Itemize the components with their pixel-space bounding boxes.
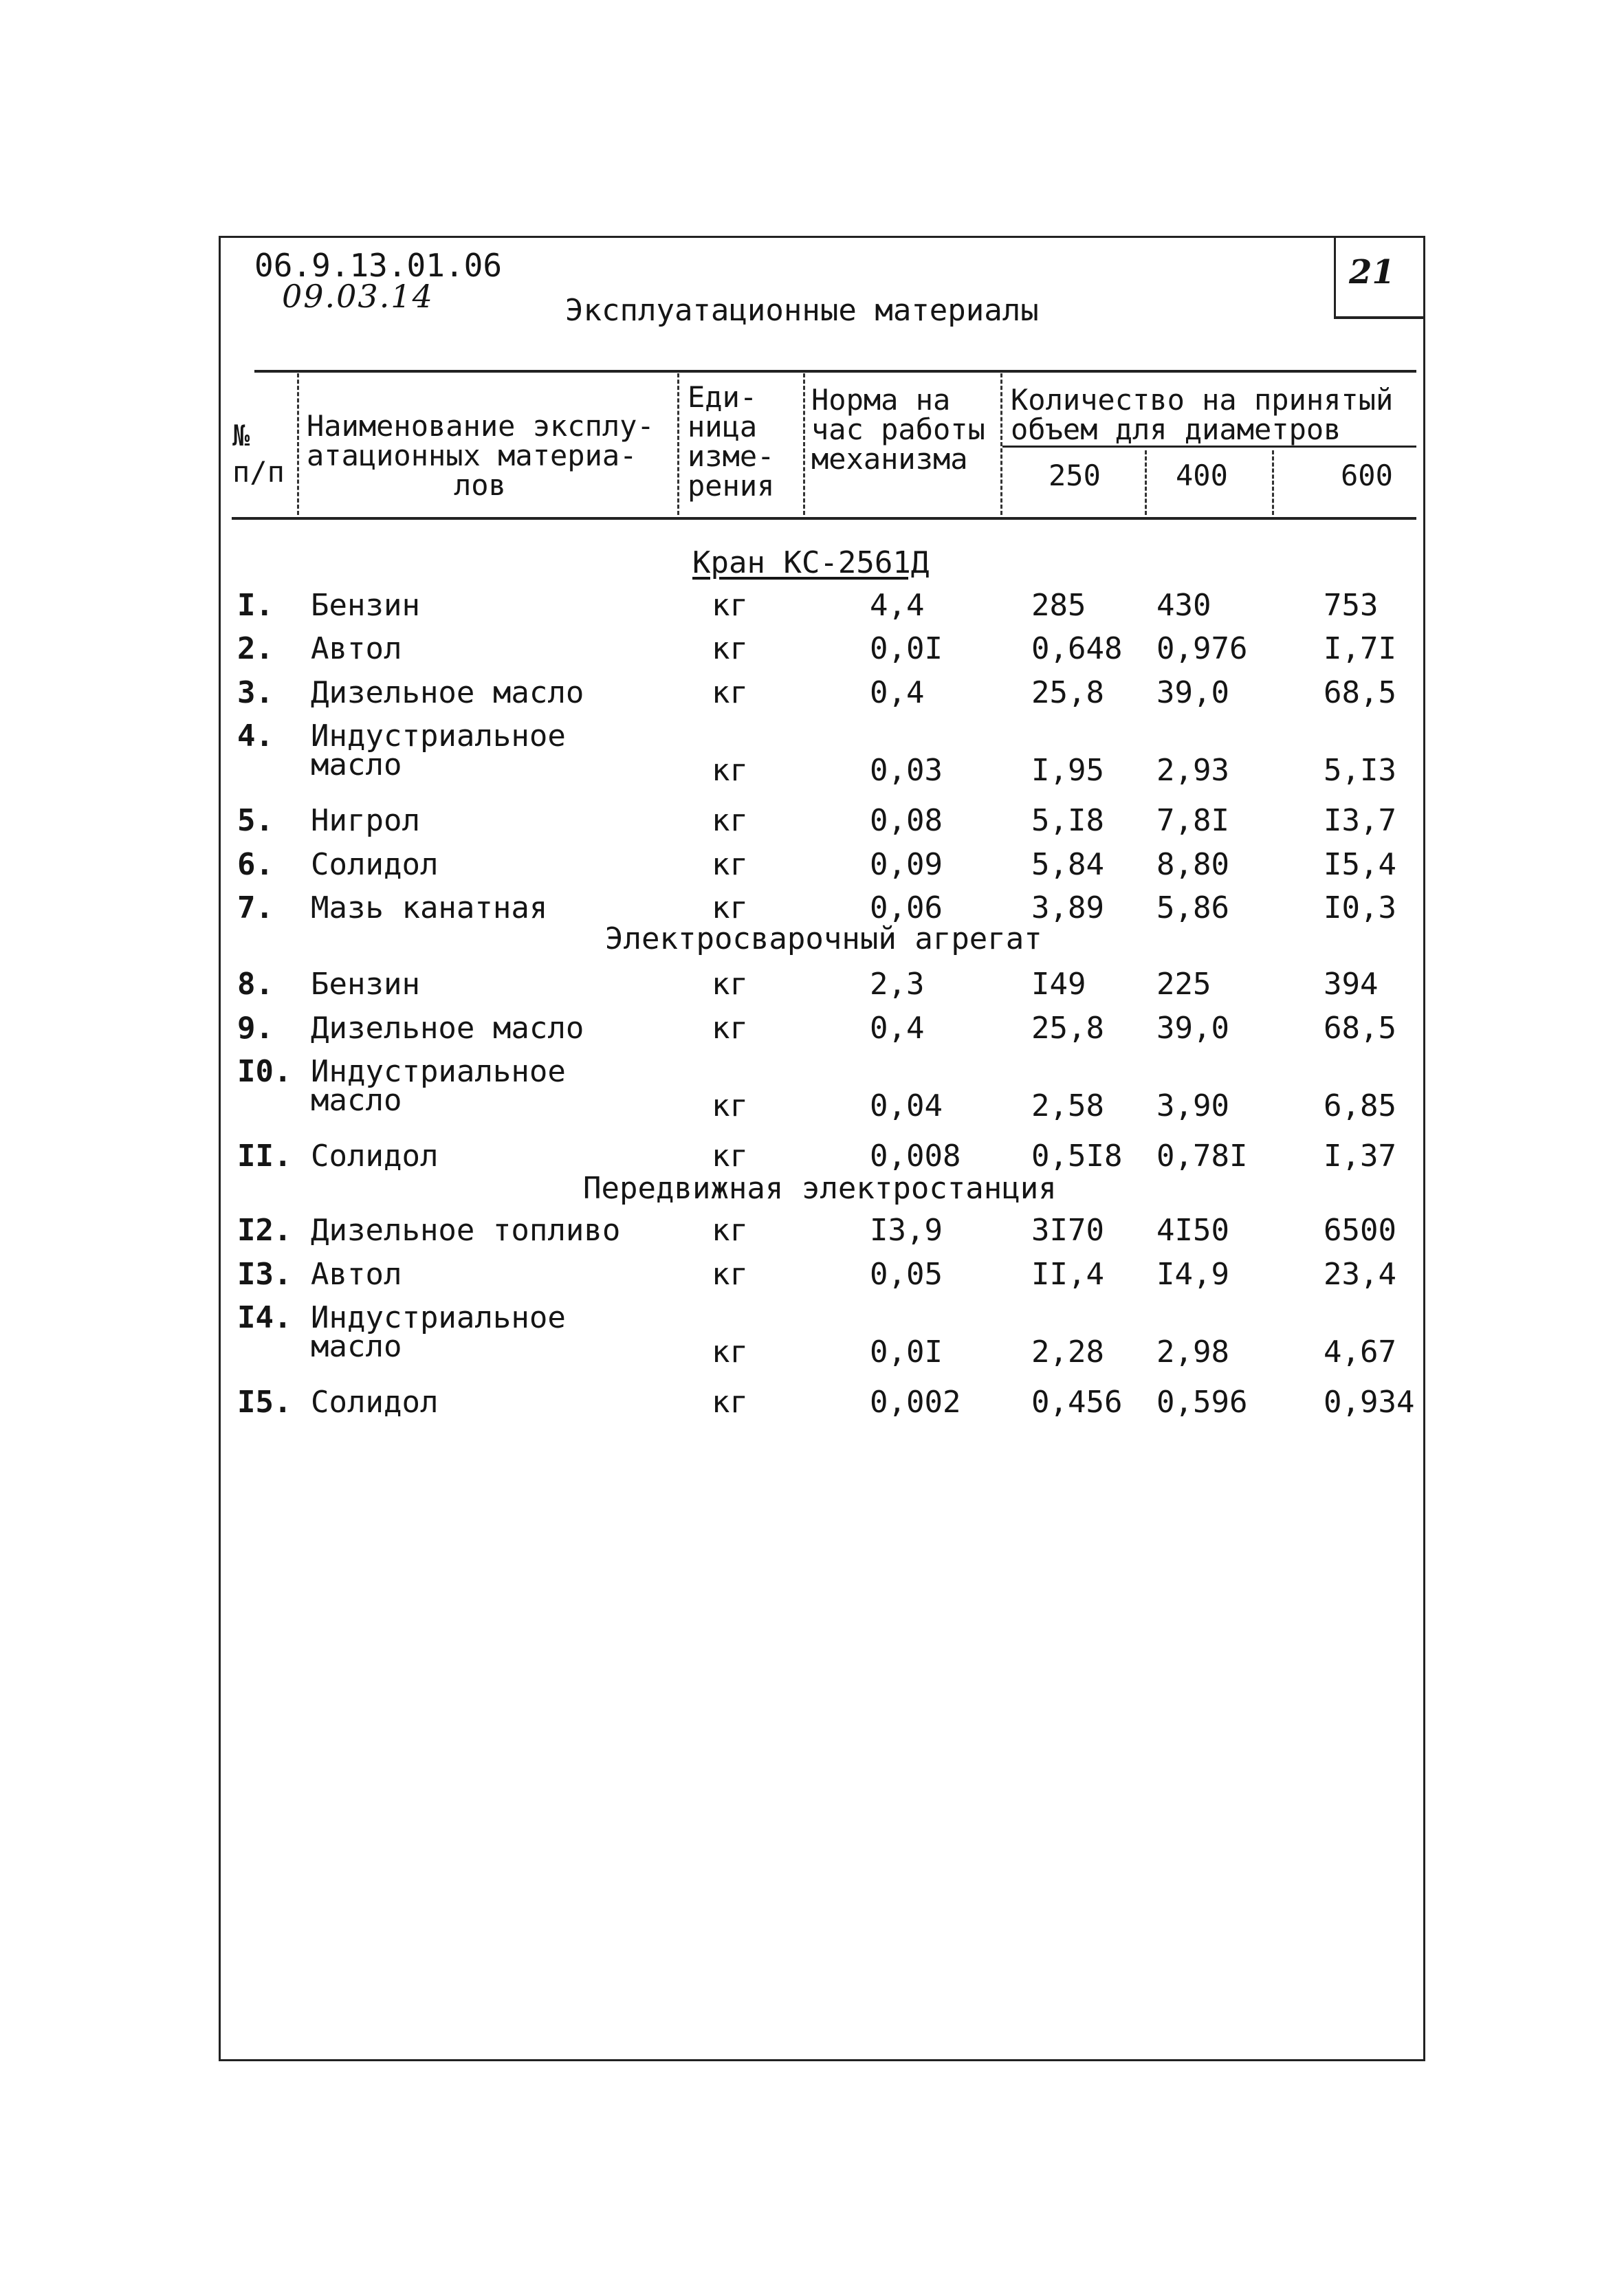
qty-250-cell: 5,84 xyxy=(1031,847,1104,882)
qty-600-cell: 4,67 xyxy=(1324,1335,1396,1370)
col-sep-3 xyxy=(803,373,805,515)
header-unit-line1: Еди- xyxy=(688,380,758,414)
material-name: Автол xyxy=(311,1257,402,1292)
qty-400-cell: I4,9 xyxy=(1156,1257,1229,1292)
material-name: Дизельное масло xyxy=(311,675,584,710)
unit-cell: кг xyxy=(712,1213,748,1248)
qty-400-cell: 0,976 xyxy=(1156,631,1248,666)
unit-cell: кг xyxy=(712,1257,748,1292)
row-number: 4. xyxy=(237,718,274,754)
norm-cell: 2,3 xyxy=(870,967,925,1002)
row-number: I. xyxy=(237,588,274,623)
material-name: Бензин xyxy=(311,967,420,1002)
material-name: Дизельное масло xyxy=(311,1011,584,1046)
header-top-rule xyxy=(254,370,1416,373)
row-number: 3. xyxy=(237,675,274,710)
qty-250-cell: 285 xyxy=(1031,588,1086,623)
qty-250-cell: 2,28 xyxy=(1031,1335,1104,1370)
qty-400-cell: 0,78I xyxy=(1156,1139,1248,1174)
qty-600-cell: 23,4 xyxy=(1324,1257,1396,1292)
header-diameter-250: 250 xyxy=(1049,459,1101,492)
header-num-label: п/п xyxy=(232,455,285,489)
row-number: 6. xyxy=(237,847,274,882)
qty-600-cell: 68,5 xyxy=(1324,675,1396,710)
qty-400-cell: 7,8I xyxy=(1156,803,1229,838)
header-diameter-600: 600 xyxy=(1341,459,1393,492)
unit-cell: кг xyxy=(712,1335,748,1370)
qty-250-cell: 0,648 xyxy=(1031,631,1123,666)
header-qty-line2: объем для диаметров xyxy=(1011,413,1341,446)
norm-cell: 0,0I xyxy=(870,1335,943,1370)
row-number: I5. xyxy=(237,1385,292,1420)
qty-250-cell: 0,5I8 xyxy=(1031,1139,1123,1174)
unit-cell: кг xyxy=(712,1011,748,1046)
col-sep-1 xyxy=(297,373,299,515)
material-name: Бензин xyxy=(311,588,420,623)
qty-400-cell: 5,86 xyxy=(1156,890,1229,925)
section-title-power-station: Передвижная электростанция xyxy=(583,1171,1057,1206)
norm-cell: 0,03 xyxy=(870,753,943,788)
norm-cell: 0,4 xyxy=(870,1011,925,1046)
norm-cell: I3,9 xyxy=(870,1213,943,1248)
material-name: Индустриальное xyxy=(311,1054,566,1089)
unit-cell: кг xyxy=(712,675,748,710)
header-name-line3: лов xyxy=(454,468,506,502)
qty-600-cell: I,7I xyxy=(1324,631,1396,666)
qty-400-cell: 39,0 xyxy=(1156,675,1229,710)
qty-600-cell: 394 xyxy=(1324,967,1379,1002)
material-name: Автол xyxy=(311,631,402,666)
page-title: Эксплуатационные материалы xyxy=(565,293,1039,328)
header-unit-line3: изме- xyxy=(688,439,775,473)
unit-cell: кг xyxy=(712,967,748,1002)
row-number: 9. xyxy=(237,1011,274,1046)
norm-cell: 0,06 xyxy=(870,890,943,925)
norm-cell: 0,04 xyxy=(870,1088,943,1123)
col-sep-2 xyxy=(677,373,679,515)
qty-250-cell: 0,456 xyxy=(1031,1385,1123,1420)
col-sep-5 xyxy=(1145,450,1147,515)
handwritten-date: 09.03.14 xyxy=(282,278,434,315)
document-code: 06.9.13.01.06 xyxy=(254,247,503,284)
material-name: Солидол xyxy=(311,1139,439,1174)
qty-250-cell: 25,8 xyxy=(1031,1011,1104,1046)
unit-cell: кг xyxy=(712,588,748,623)
material-name: Мазь канатная xyxy=(311,890,548,925)
row-number: I2. xyxy=(237,1213,292,1248)
unit-cell: кг xyxy=(712,803,748,838)
material-name: Солидол xyxy=(311,847,439,882)
qty-600-cell: 5,I3 xyxy=(1324,753,1396,788)
row-number: II. xyxy=(237,1139,292,1174)
qty-250-cell: I,95 xyxy=(1031,753,1104,788)
qty-400-cell: 2,98 xyxy=(1156,1335,1229,1370)
norm-cell: 0,05 xyxy=(870,1257,943,1292)
qty-600-cell: I,37 xyxy=(1324,1139,1396,1174)
header-unit-line4: рения xyxy=(688,469,775,503)
qty-400-cell: 3,90 xyxy=(1156,1088,1229,1123)
norm-cell: 4,4 xyxy=(870,588,925,623)
material-name: Солидол xyxy=(311,1385,439,1420)
row-number: 5. xyxy=(237,803,274,838)
header-qty-line1: Количество на принятый xyxy=(1011,383,1394,417)
material-name: Индустриальное xyxy=(311,1300,566,1335)
page-number: 21 xyxy=(1349,253,1395,292)
unit-cell: кг xyxy=(712,753,748,788)
qty-600-cell: 0,934 xyxy=(1324,1385,1415,1420)
qty-600-cell: 753 xyxy=(1324,588,1379,623)
qty-250-cell: 3I70 xyxy=(1031,1213,1104,1248)
qty-250-cell: I49 xyxy=(1031,967,1086,1002)
qty-400-cell: 39,0 xyxy=(1156,1011,1229,1046)
qty-400-cell: 225 xyxy=(1156,967,1211,1002)
header-name-line2: атационных материа- xyxy=(307,439,637,472)
qty-600-cell: 6,85 xyxy=(1324,1088,1396,1123)
row-number: I4. xyxy=(237,1300,292,1335)
row-number: I3. xyxy=(237,1257,292,1292)
col-sep-4 xyxy=(1000,373,1002,515)
header-num-symbol: № xyxy=(232,419,250,452)
qty-400-cell: 4I50 xyxy=(1156,1213,1229,1248)
norm-cell: 0,08 xyxy=(870,803,943,838)
qty-250-cell: 25,8 xyxy=(1031,675,1104,710)
unit-cell: кг xyxy=(712,1088,748,1123)
material-name: масло xyxy=(311,747,402,782)
material-name: масло xyxy=(311,1083,402,1118)
material-name: Индустриальное xyxy=(311,718,566,754)
header-norm-line3: механизма xyxy=(811,442,968,476)
header-diameter-400: 400 xyxy=(1176,459,1228,492)
qty-400-cell: 430 xyxy=(1156,588,1211,623)
row-number: 7. xyxy=(237,890,274,925)
qty-600-cell: 6500 xyxy=(1324,1213,1396,1248)
norm-cell: 0,0I xyxy=(870,631,943,666)
section-title-crane: Кран КС-2561Д xyxy=(692,545,930,580)
header-name-line1: Наименование эксплу- xyxy=(307,409,655,443)
material-name: масло xyxy=(311,1329,402,1364)
qty-250-cell: 5,I8 xyxy=(1031,803,1104,838)
header-norm-line1: Норма на xyxy=(811,383,951,417)
col-sep-6 xyxy=(1272,450,1274,515)
header-unit-line2: ница xyxy=(688,410,758,443)
unit-cell: кг xyxy=(712,631,748,666)
norm-cell: 0,4 xyxy=(870,675,925,710)
unit-cell: кг xyxy=(712,1385,748,1420)
row-number: I0. xyxy=(237,1054,292,1089)
norm-cell: 0,09 xyxy=(870,847,943,882)
header-bottom-rule xyxy=(232,517,1416,520)
qty-250-cell: 2,58 xyxy=(1031,1088,1104,1123)
qty-600-cell: I3,7 xyxy=(1324,803,1396,838)
row-number: 8. xyxy=(237,967,274,1002)
unit-cell: кг xyxy=(712,890,748,925)
qty-250-cell: 3,89 xyxy=(1031,890,1104,925)
unit-cell: кг xyxy=(712,1139,748,1174)
qty-600-cell: I5,4 xyxy=(1324,847,1396,882)
qty-600-cell: 68,5 xyxy=(1324,1011,1396,1046)
qty-250-cell: II,4 xyxy=(1031,1257,1104,1292)
section-title-welding-unit: Электросварочный агрегат xyxy=(605,921,1042,956)
unit-cell: кг xyxy=(712,847,748,882)
qty-400-cell: 8,80 xyxy=(1156,847,1229,882)
qty-600-cell: I0,3 xyxy=(1324,890,1396,925)
norm-cell: 0,008 xyxy=(870,1139,961,1174)
header-norm-line2: час работы xyxy=(811,413,985,446)
material-name: Нигрол xyxy=(311,803,420,838)
qty-400-cell: 2,93 xyxy=(1156,753,1229,788)
qty-400-cell: 0,596 xyxy=(1156,1385,1248,1420)
material-name: Дизельное топливо xyxy=(311,1213,621,1248)
norm-cell: 0,002 xyxy=(870,1385,961,1420)
row-number: 2. xyxy=(237,631,274,666)
